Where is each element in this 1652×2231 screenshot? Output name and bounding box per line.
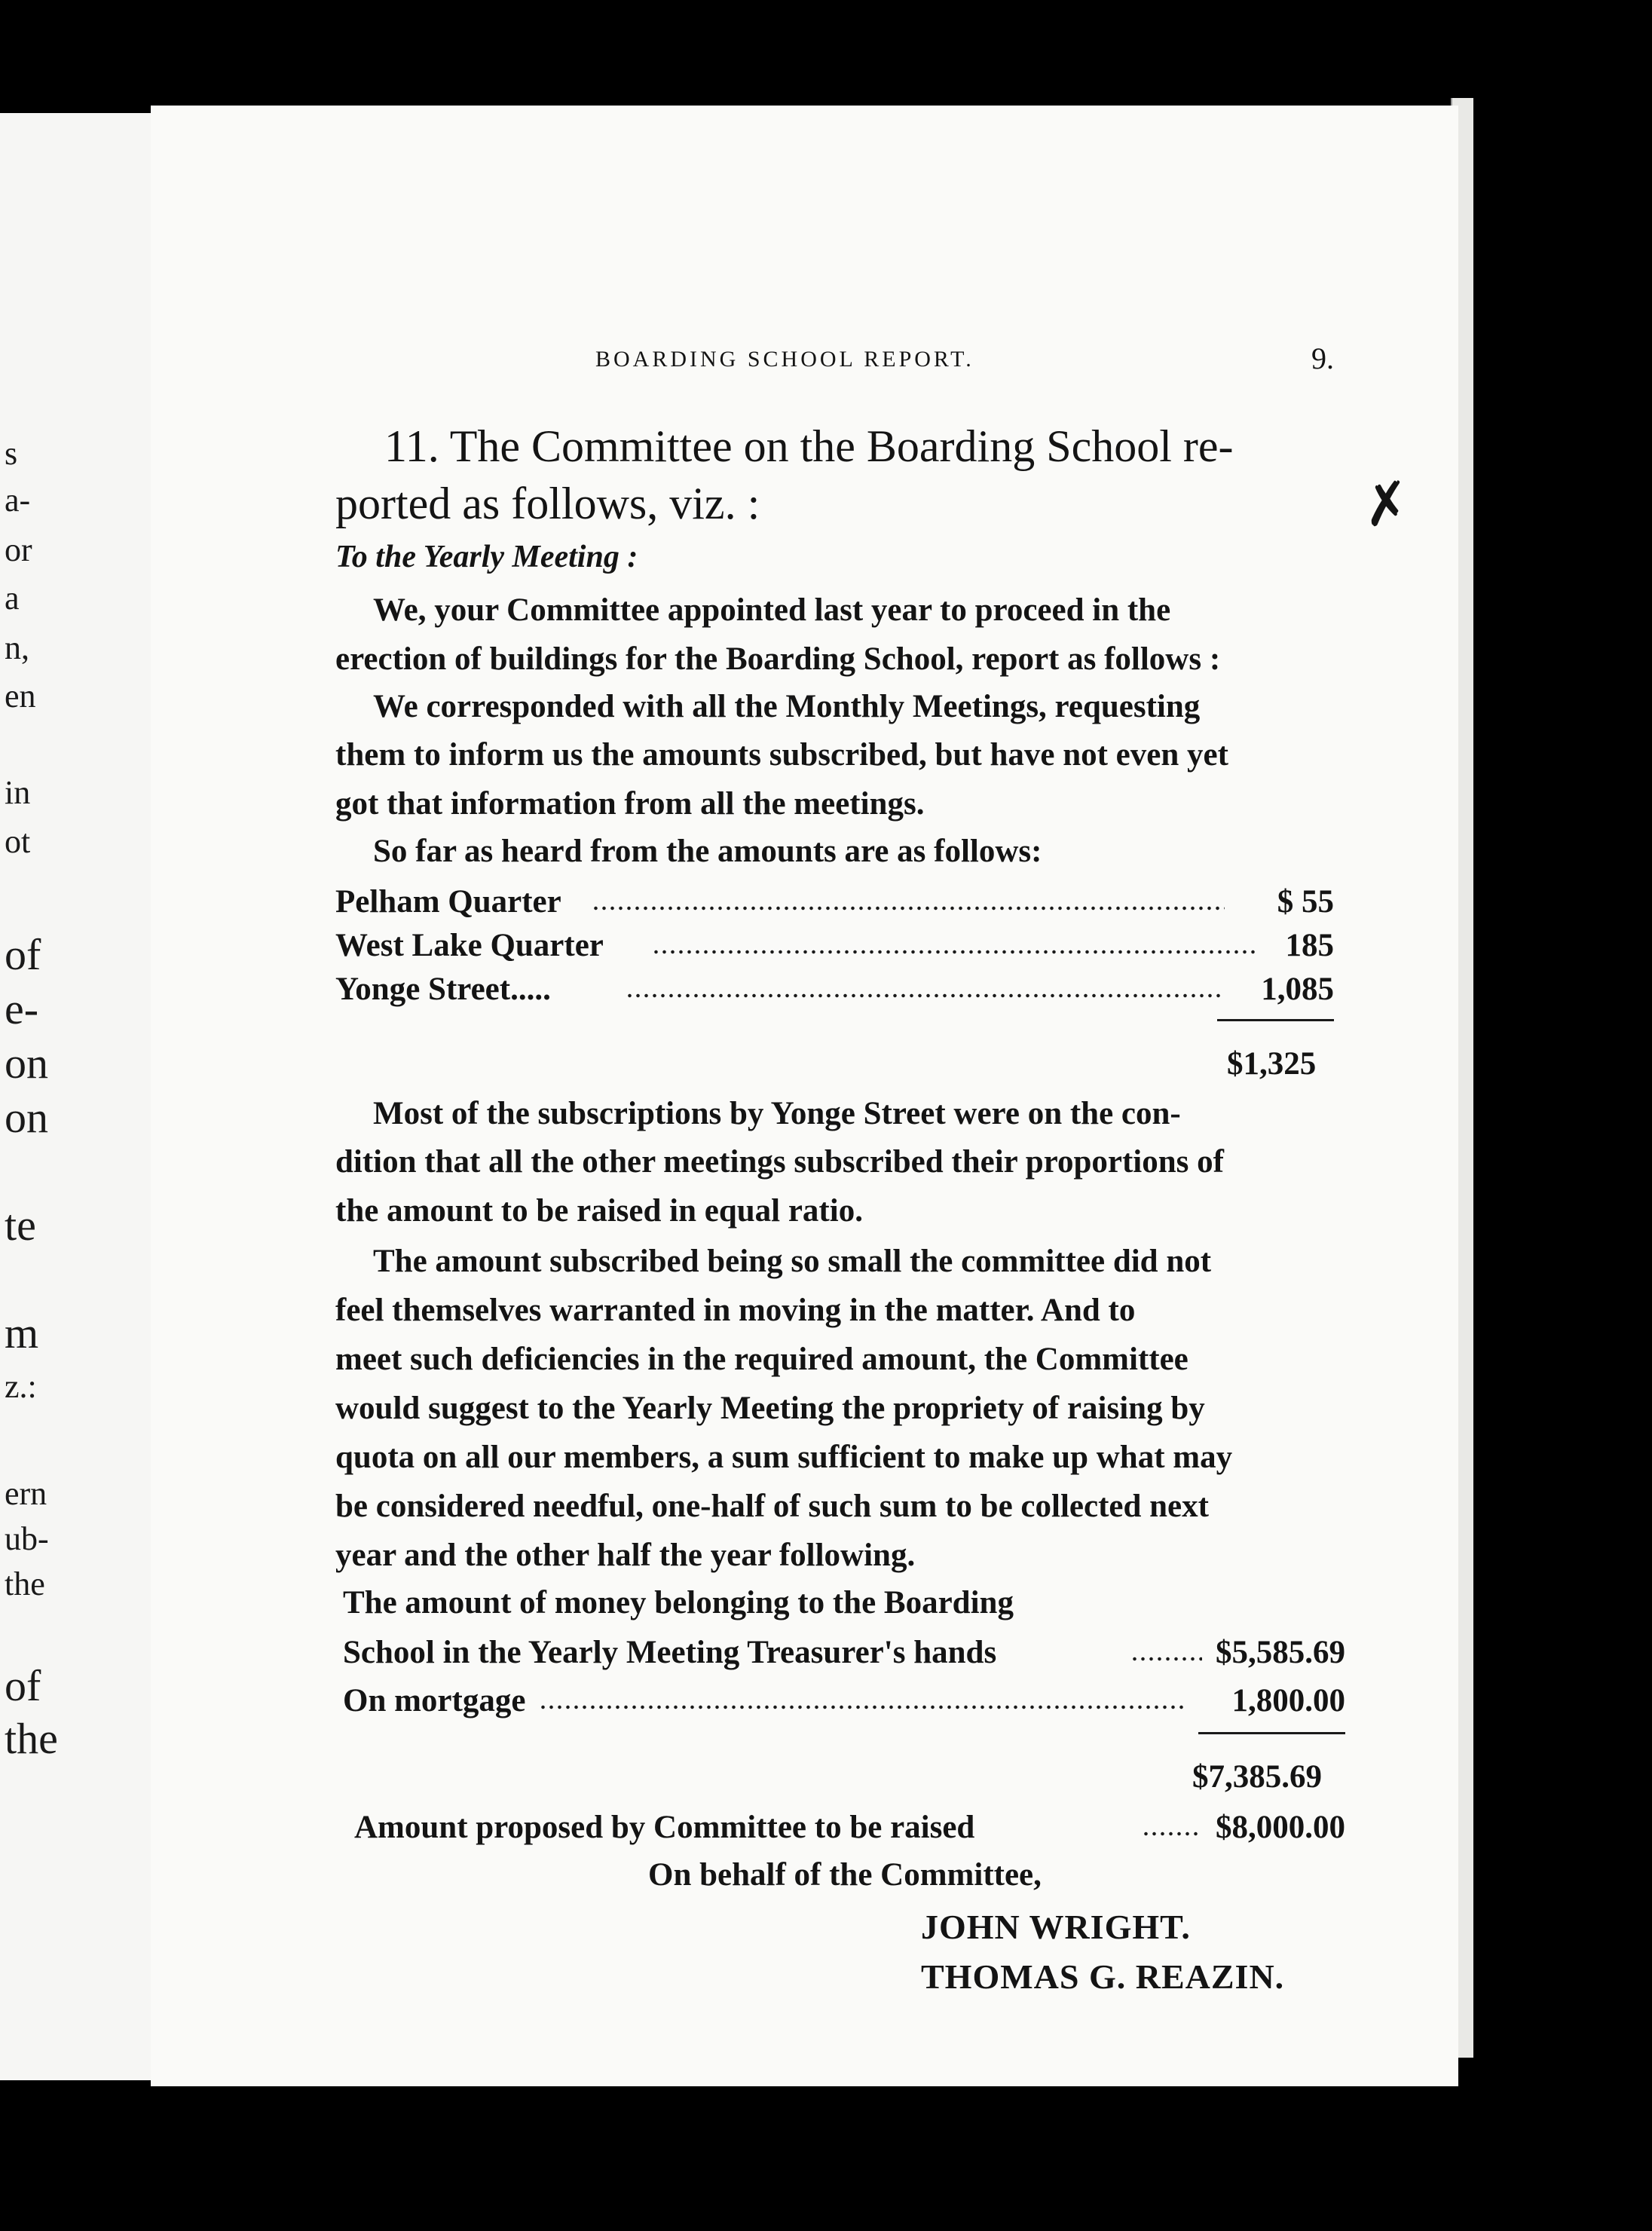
dot-leader (652, 950, 1255, 954)
amount-label: Pelham Quarter (335, 884, 561, 920)
fragment-word: a- (5, 482, 31, 519)
fragment-word: s (5, 435, 18, 472)
paragraph-line: So far as heard from the amounts are as follows: (373, 834, 1042, 869)
paragraph-line: We corresponded with all the Monthly Meetings, requesting (373, 689, 1201, 724)
amount-label: Yonge Street..... (335, 972, 551, 1007)
fragment-word: of (5, 930, 41, 979)
proposed-value: $8,000.00 (1216, 1810, 1345, 1845)
paragraph-line: would suggest to the Yearly Meeting the propriety of raising by (335, 1391, 1205, 1426)
paragraph-line: feel themselves warranted in moving in the matter. And to (335, 1293, 1136, 1328)
paragraph-line: Most of the subscriptions by Yonge Street were on the con- (373, 1096, 1181, 1131)
paragraph-line: got that information from all the meetings. (335, 786, 925, 822)
fragment-word: ub- (5, 1520, 49, 1557)
proposed-row (354, 1809, 1345, 1845)
amounts-total: $1,325 (1227, 1046, 1317, 1082)
fragment-word: te (5, 1201, 36, 1250)
fragment-word: on (5, 1093, 48, 1142)
sum-rule (1217, 1019, 1334, 1021)
fragment-word: en (5, 678, 36, 715)
fragment-word: a (5, 580, 20, 617)
money-row (343, 1682, 1345, 1718)
fragment-word: of (5, 1661, 41, 1710)
paragraph-line: The amount subscribed being so small the committee did not (373, 1244, 1212, 1279)
fragment-word: e- (5, 984, 39, 1033)
dot-leader (592, 906, 1225, 910)
amount-row (335, 883, 1334, 920)
sum-rule (1198, 1732, 1345, 1734)
money-label: On mortgage (343, 1683, 526, 1718)
fragment-word: ern (5, 1475, 47, 1512)
amount-value: 185 (1285, 928, 1334, 963)
paragraph-line: erection of buildings for the Boarding School, report as follows : (335, 641, 1221, 677)
amount-row (335, 927, 1334, 963)
closing-line: On behalf of the Committee, (648, 1857, 1042, 1893)
fragment-word: m (5, 1308, 39, 1357)
fragment-word: on (5, 1039, 48, 1088)
paragraph-line: We, your Committee appointed last year to proceed in the (373, 592, 1171, 628)
amount-value: $ 55 (1277, 884, 1334, 920)
fragment-word: z.: (5, 1368, 37, 1405)
fragment-word: in (5, 774, 31, 811)
amount-label: West Lake Quarter (335, 928, 604, 963)
section-heading: 11. The Committee on the Boarding School re- (384, 421, 1234, 471)
signatory: JOHN WRIGHT. (921, 1908, 1191, 1946)
money-row (343, 1634, 1345, 1670)
margin-annotation: ✗ (1358, 470, 1415, 540)
facing-page-fragment (0, 113, 157, 2080)
proposed-label: Amount proposed by Committee to be raised (354, 1810, 975, 1845)
fragment-word: the (5, 1714, 58, 1763)
fragment-word: the (5, 1565, 45, 1602)
paragraph-line: The amount of money belonging to the Boarding (343, 1585, 1014, 1620)
paragraph-line: quota on all our members, a sum sufficient to make up what may (335, 1440, 1233, 1475)
money-value: 1,800.00 (1231, 1683, 1345, 1718)
section-heading-cont: ported as follows, viz. : (335, 479, 760, 528)
money-label: School in the Yearly Meeting Treasurer's hands (343, 1635, 997, 1670)
dot-leader (539, 1705, 1187, 1709)
paragraph-line: year and the other half the year following. (335, 1538, 916, 1573)
paragraph-line: meet such deficiencies in the required amount, the Committee (335, 1342, 1189, 1377)
paragraph-line: dition that all the other meetings subscribed their proportions of (335, 1144, 1224, 1180)
fragment-word: n, (5, 629, 29, 666)
paragraph-line: the amount to be raised in equal ratio. (335, 1193, 863, 1229)
amount-row (335, 971, 1334, 1007)
salutation: To the Yearly Meeting : (335, 540, 638, 574)
fragment-word: or (5, 531, 32, 568)
fragment-word: ot (5, 823, 31, 860)
running-title: BOARDING SCHOOL REPORT. (595, 347, 974, 372)
signatory: THOMAS G. REAZIN. (921, 1957, 1285, 1996)
money-value: $5,585.69 (1216, 1635, 1345, 1670)
paragraph-line: them to inform us the amounts subscribed, but have not even yet (335, 737, 1228, 773)
paragraph-line: be considered needful, one-half of such sum to be collected next (335, 1489, 1209, 1524)
dot-leader (1142, 1832, 1198, 1836)
money-total: $7,385.69 (1192, 1759, 1322, 1795)
page-number: 9. (1311, 341, 1334, 375)
amount-value: 1,085 (1261, 972, 1334, 1007)
dot-leader (626, 993, 1221, 998)
dot-leader (1130, 1657, 1202, 1661)
